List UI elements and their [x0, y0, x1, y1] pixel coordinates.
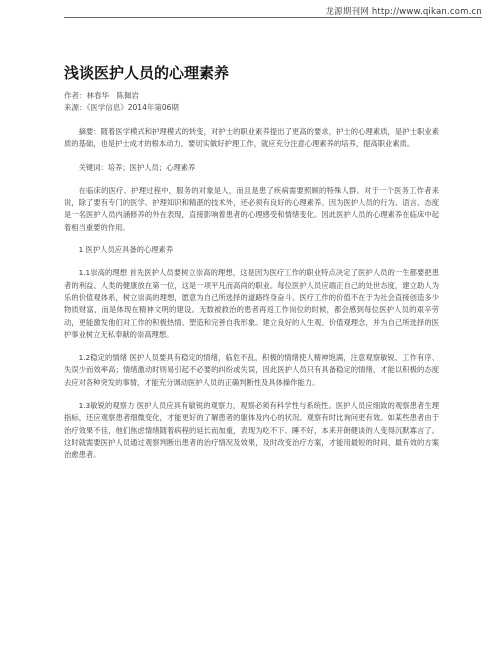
source-label: 来源： — [64, 102, 87, 112]
author-names: 林春华 陈佩岩 — [86, 91, 139, 100]
article-title: 浅谈医护人员的心理素养 — [64, 64, 230, 82]
author-line — [64, 90, 439, 102]
author-label: 作者： — [64, 91, 87, 100]
source-value: 《医学信息》2014年第06期 — [86, 102, 179, 112]
section-heading: 1 医护人员应具备的心理素养 — [78, 245, 174, 255]
keywords-paragraph: 关键词：培养；医护人员；心理素养 — [78, 162, 196, 172]
article-meta — [64, 90, 439, 113]
site-header: 龙源期刊网 http://www.qikan.com.cn — [325, 7, 482, 17]
intro-paragraph: 在临床的医疗、护理过程中，服务的对象是人，而且是患了疾病需要照顾的特殊人群。对于一个医务工作者来说，除了要有专门的医学、护理知识和精湛的技术外，还必须有良好的心理素养。因为医护人员的行为、语言、态度是一名医护人员内涵修养的外在表现，直接影响着患者的心理感受和情绪变化。因此医护人员的心理素养在临床中起着相当重要的作用。 — [64, 185, 439, 232]
header-divider — [64, 17, 482, 18]
article-body — [64, 63, 439, 462]
paragraph-1-1: 1.1崇高的理想 首先医护人员要树立崇高的理想，这是因为医疗工作的职业特点决定了医护人员的一生都要把患者的利益、人类的健康放在第一位，这是一项平凡而高尚的职业。每位医护人员应端正自己的处世态度，建立助人为乐的价值观体系，树立崇高的理想，愿意为自己所选择的道路终身奋斗。医疗工作的价值不在于为社会直接创造多少物质财富，而是体现在精神文明的建设。无数被救治的患者再返工作岗位的时候，都会感到每位医护人员的艰辛劳动，更能激发他们对工作的积极热情、塑造和完善自我形象。建立良好的人生观、价值观理念，并为自己所选择的医护事业树立无私奉献的崇高理想。 — [64, 268, 439, 339]
source-line — [64, 102, 439, 114]
abstract-paragraph: 摘要：随着医学模式和护理模式的转变，对护士的职业素养提出了更高的要求，护士的心理素质，是护士职业素质的基础，也是护士成才的根本动力，要切实做好护理工作，就应充分注意心理素养的培养，提高职业素质。 — [64, 127, 439, 149]
paragraph-1-3: 1.3敏锐的观察力 医护人员应具有敏锐的观察力，观察必须有科学性与系统性。医护人员应细致的观察患者生理指标，还应观察患者细微变化，才能更好的了解患者的躯体及内心的状况。观察有时比询问更有效。如某些患者由于治疗效果不佳，他们焦虑情绪随着病程的延长而加重，表现为吃不下、睡不好，本来开朗健谈的人变得沉默寡言了。这时就需要医护人员通过观察判断出患者的治疗情况及效果，及时改变治疗方案，才能用最短的时间、最有效的方案治愈患者。 — [64, 401, 439, 460]
paragraph-1-2: 1.2稳定的情绪 医护人员要具有稳定的情绪，临危不乱，积极的情绪使人精神饱满，注意观察敏锐、工作有序、失误少而效率高；情绪激动时则易引起不必要的纠纷或失误，因此医护人员只有具备稳定的情绪，才能以积极的态度去应对各种突发的事情，才能充分调动医护人员的正确判断性及具体操作能力。 — [64, 353, 439, 387]
